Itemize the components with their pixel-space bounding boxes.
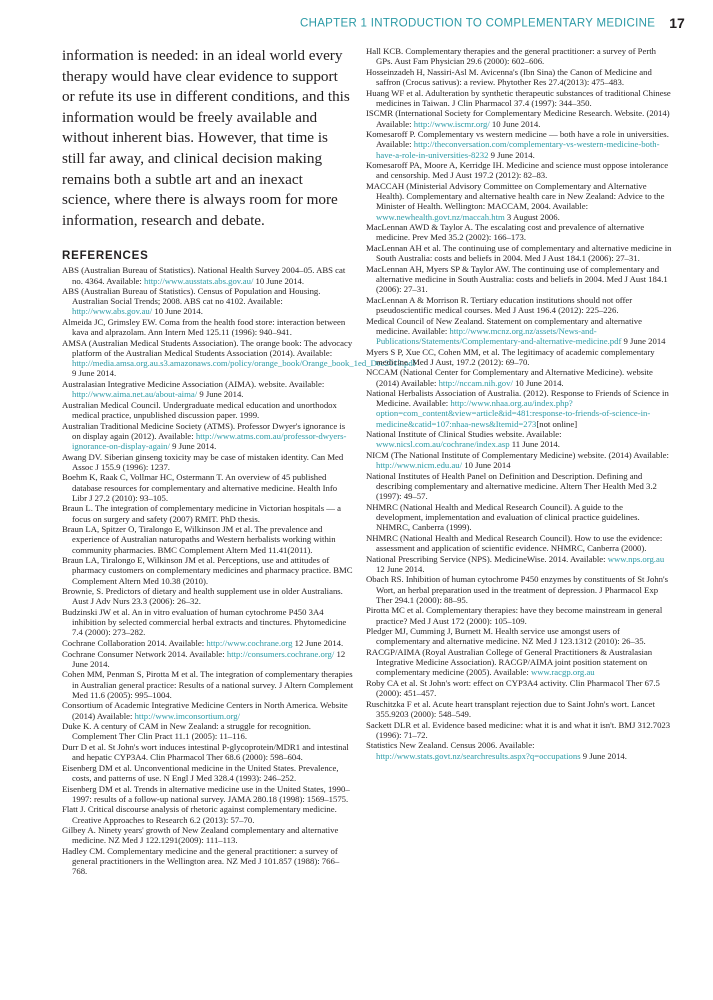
- left-column: [62, 46, 416, 996]
- reference-text-end: 12 June 2014.: [292, 637, 344, 648]
- reference-text: Cochrane Consumer Network 2014. Available:: [62, 648, 227, 659]
- reference-entry: [366, 429, 672, 449]
- reference-text: Budzinski JW et al. An in vitro evaluation of human cytochrome P450 3A4 inhibition by selected commercial herbal extracts and tinctures. Phytomedicine 7.4 (2000): 273–282.: [62, 607, 347, 638]
- reference-entry: [366, 264, 672, 294]
- reference-list-right: [366, 46, 672, 761]
- reference-text: NHMRC (National Health and Medical Research Council). A guide to the development, implementation and evaluation of clinical practice guidelines. NHMRC, Canberra (1999).: [366, 501, 640, 533]
- reference-text-end: 10 June 2014.: [512, 377, 564, 388]
- reference-text-end: 9 June 2014.: [488, 149, 535, 160]
- reference-entry: [62, 763, 354, 783]
- reference-entry: [366, 533, 672, 553]
- reference-link[interactable]: www.nicsl.com.au/cochrane/index.asp: [376, 439, 510, 450]
- reference-entry: [366, 388, 672, 429]
- reference-text: Komesaroff P. Complementary vs western medicine — both have a role in universities. Available:: [366, 129, 669, 150]
- chapter-title: CHAPTER 1 INTRODUCTION TO COMPLEMENTARY MEDICINE: [300, 17, 656, 30]
- reference-link[interactable]: http://nccam.nih.gov/: [438, 377, 513, 388]
- reference-text: ABS (Australian Bureau of Statistics). National Health Survey 2004–05. ABS cat no. 4364. Available:: [62, 265, 346, 286]
- reference-text: Sackett DLR et al. Evidence based medicine: what it is and what it isn't. BMJ 312.7023 (1996): 71–72.: [366, 719, 671, 740]
- reference-text: Duke K. A century of CAM in New Zealand: a struggle for recognition. Complement Ther Clin Pract 11.1 (2005): 11–116.: [62, 721, 311, 742]
- reference-entry: [62, 742, 354, 762]
- reference-text: MacLennan A & Morrison R. Tertiary education institutions should not offer pseudoscientific medical courses. Med J Aust 196.4 (2012): 225–226.: [366, 294, 633, 315]
- reference-link[interactable]: http://www.imconsortium.org/: [134, 710, 241, 721]
- reference-entry: [366, 574, 672, 604]
- reference-link[interactable]: www.newhealth.govt.nz/maccah.htm: [376, 211, 505, 222]
- reference-text: Australasian Integrative Medicine Association (AIMA). website. Available:: [62, 379, 325, 390]
- reference-link[interactable]: http://theconversation.com/complementary-vs-western-medicine-both-have-a-role-in-universities-8232: [376, 139, 660, 160]
- reference-text: Obach RS. Inhibition of human cytochrome P450 enzymes by constituents of St John's Wort, an herbal preparation used in the treatment of depression. J Pharmacol Exp Ther 294.1 (2000): 88–95.: [366, 574, 668, 605]
- reference-text: Awang DV. Siberian ginseng toxicity may be case of mistaken identity. Can Med Assoc J 155.9 (1996): 1237.: [62, 451, 344, 472]
- reference-text: AMSA (Australian Medical Students Association). The orange book: The advocacy platform of the Australian Medical Students Association (2014). Available:: [62, 337, 353, 359]
- reference-text-end: 10 June 2014: [462, 460, 511, 471]
- reference-text: Gilbey A. Ninety years' growth of New Zealand complementary and alternative medicine. NZ Med J 122.1291(2009): 111–113.: [62, 825, 339, 846]
- reference-text-end: 9 June 2014.: [580, 750, 627, 761]
- reference-text: Durr D et al. St John's wort induces intestinal P-glycoprotein/MDR1 and intestinal and hepatic CYP3A4. Clin Pharmacol Ther 68.6 (2000): 598–604.: [62, 742, 349, 763]
- reference-entry: [366, 367, 672, 387]
- reference-text-end: 11 June 2014.: [509, 439, 560, 450]
- reference-text: Flatt J. Critical discourse analysis of rhetoric against complementary medicine. Creative Approaches to Research 6.2 (2013): 57–70.: [62, 804, 337, 825]
- reference-text: Eisenberg DM et al. Unconventional medicine in the United States. Prevalence, costs, and patterns of use. N Engl J Med 328.4 (1993): 246–252.: [62, 762, 339, 783]
- reference-entry: [62, 846, 354, 876]
- reference-text: Komesaroff PA, Moore A, Kerridge IH. Medicine and science must oppose intolerance and censorship. Med J Aust 197.2 (2012): 82–83.: [366, 160, 669, 181]
- right-column: [366, 46, 672, 996]
- reference-text: MacLennan AWD & Taylor A. The escalating cost and prevalence of alternative medicine. Prev Med 35.2 (2002): 166–173.: [366, 222, 645, 243]
- reference-text: Hall KCB. Complementary therapies and the general practitioner: a survey of Perth GPs. Aust Fam Physician 29.6 (2000): 602–606.: [366, 46, 656, 67]
- reference-entry: [366, 720, 672, 740]
- reference-link[interactable]: http://www.nicm.edu.au/: [376, 460, 463, 471]
- reference-text-end: 10 June 2014.: [152, 306, 203, 317]
- reference-link[interactable]: http://www.iscmr.org/: [413, 118, 490, 129]
- reference-entry: [366, 347, 672, 367]
- reference-text: Myers S P, Xue CC, Cohen MM, et al. The legitimacy of academic complementary medicine. Med J Aust, 197.2 (2012): 69–70.: [366, 346, 655, 367]
- reference-entry: [62, 638, 354, 648]
- reference-entry: [62, 721, 354, 741]
- reference-text: National Herbalists Association of Australia. (2012). Response to Friends of Science in Medicine. Available:: [366, 388, 669, 409]
- reference-text: Eisenberg DM et al. Trends in alternative medicine use in the United States, 1990–1997: results of a follow-up national survey. JAMA 280.18 (1998): 1569–1575.: [62, 783, 350, 804]
- reference-entry: [366, 699, 672, 719]
- reference-text-end: 12 June 2014.: [376, 563, 425, 574]
- reference-entry: [366, 740, 672, 760]
- reference-text-end: 9 June 2014.: [197, 389, 244, 400]
- reference-text: Medical Council of New Zealand. Statement on complementary and alternative medicine. Available:: [366, 315, 642, 336]
- reference-entry: [62, 472, 354, 502]
- reference-text: Australian Medical Council. Undergraduate medical education and unorthodox medical practice, unpublished discussion paper. 1999.: [62, 399, 337, 421]
- reference-text: NICM (The National Institute of Complementary Medicine) website. (2014) Available:: [366, 450, 669, 461]
- reference-entry: [366, 647, 672, 677]
- reference-text: Pirotta MC et al. Complementary therapies: have they become mainstream in general practice? Med J Aust 172 (2000): 105–109.: [366, 605, 663, 626]
- reference-text: Cochrane Collaboration 2014. Available:: [62, 637, 207, 648]
- reference-text: Hadley CM. Complementary medicine and the general practitioner: a survey of general practitioners in the Wellington area. NZ Med J 101.857 (1988): 766–768.: [62, 846, 340, 877]
- reference-link[interactable]: http://www.cochrane.org: [206, 637, 293, 648]
- reference-entry: [366, 316, 672, 346]
- reference-text-end: [not online]: [536, 418, 578, 429]
- reference-text: Braun LA, Spitzer O, Tiralongo E, Wilkinson JM et al. The prevalence and experience of Australian naturopaths and Western herbalists working within community pharmacies. BMC Complement Altern Med 11.41(2011).: [62, 524, 336, 555]
- reference-text: Roby CA et al. St John's wort: effect on CYP3A4 activity. Clin Pharmacol Ther 67.5 (2000): 451–457.: [366, 678, 660, 699]
- reference-text: Statistics New Zealand. Census 2006. Available:: [366, 740, 535, 751]
- reference-link[interactable]: http://www.atms.com.au/professor-dwyers-ignorance-on-display-again/: [72, 430, 347, 451]
- reference-text: Consortium of Academic Integrative Medicine Centers in North America. Website (2014) Available:: [62, 700, 348, 721]
- reference-entry: [366, 67, 672, 87]
- reference-entry: [366, 181, 672, 222]
- reference-text: National Prescribing Service (NPS). MedicineWise. 2014. Available:: [366, 553, 608, 564]
- reference-text-end: 9 June 2014.: [72, 368, 117, 379]
- reference-text: Pledger MJ, Cumming J, Burnett M. Health service use amongst users of complementary and alternative medicine. NZ Med J 123.1312 (2010): 26–35.: [366, 626, 646, 647]
- reference-text: Brownie, S. Predictors of dietary and health supplement use in older Australians. Aust J Adv Nurs 23.3 (2006): 26–32.: [62, 586, 343, 607]
- reference-entry: [366, 502, 672, 532]
- reference-link[interactable]: http://www.abs.gov.au/: [72, 306, 153, 317]
- reference-entry: [62, 379, 354, 399]
- reference-entry: [62, 400, 354, 420]
- reference-text: ISCMR (International Society for Complementary Medicine Research. Website. (2014) Available:: [366, 108, 670, 129]
- reference-entry: [62, 421, 354, 451]
- reference-text: National Institute of Clinical Studies website. Available:: [366, 429, 562, 440]
- reference-entry: [62, 784, 354, 804]
- reference-entry: [366, 88, 672, 108]
- reference-text-end: 12 June 2014.: [72, 648, 346, 669]
- reference-link[interactable]: http://consumers.cochrane.org/: [226, 648, 335, 659]
- reference-text: Hosseinzadeh H, Nassiri-Asl M. Avicenna's (Ibn Sina) the Canon of Medicine and saffron (Crocus sativus): a review. Phytother Res 27.4(2013): 475–483.: [366, 66, 652, 87]
- reference-entry: [62, 503, 354, 523]
- reference-entry: [366, 129, 672, 159]
- reference-text: NHMRC (National Health and Medical Research Council). How to use the evidence: assessment and application of scientific evidence. NHMRC, Canberra (2000).: [366, 532, 663, 553]
- reference-entry: [62, 286, 354, 316]
- reference-link[interactable]: http://www.stats.govt.nz/searchresults.aspx?q=occupations: [376, 750, 581, 761]
- reference-entry: [62, 524, 354, 554]
- reference-entry: [62, 586, 354, 606]
- reference-text: Almeida JC, Grimsley EW. Coma from the health food store: interaction between kava and alprazolam. Ann Intern Med 125.11 (1996): 940–941.: [62, 317, 346, 338]
- reference-text: Braun L. The integration of complementary medicine in Victorian hospitals — a focus on surgery and safety (2007) RMIT. PhD thesis.: [62, 503, 342, 524]
- reference-link[interactable]: http://www.mcnz.org.nz/assets/News-and-Publications/Statements/Complementary-and-alternative-medicine.pdf: [376, 325, 622, 346]
- reference-link[interactable]: http://www.aima.net.au/about-aima/: [72, 389, 198, 400]
- reference-entry: [366, 160, 672, 180]
- reference-entry: [62, 607, 354, 637]
- reference-entry: [366, 471, 672, 501]
- reference-text-end: 9 June 2014.: [169, 441, 217, 451]
- reference-entry: [62, 669, 354, 699]
- running-header: [300, 14, 685, 34]
- reference-link[interactable]: http://www.ausstats.abs.gov.au/: [143, 275, 254, 286]
- reference-entry: [62, 317, 354, 337]
- reference-text-end: 3 August 2006.: [504, 211, 560, 222]
- reference-text: NCCAM (National Center for Complementary and Alternative Medicine). website (2014) Available:: [366, 367, 653, 388]
- reference-entry: [62, 700, 354, 720]
- reference-link[interactable]: www.racgp.org.au: [530, 667, 595, 678]
- reference-entry: [62, 452, 354, 472]
- reference-entry: [62, 804, 354, 824]
- reference-text: RACGP/AIMA (Royal Australian College of General Practitioners & Australasian Integrative Medicine Association). RACGP/AIMA joint position statement on complementary medicine (2005). Available:: [366, 647, 653, 678]
- reference-entry: [366, 678, 672, 698]
- reference-text: Australian Traditional Medicine Society (ATMS). Professor Dwyer's ignorance is on display again (2012). Available:: [62, 420, 346, 441]
- reference-entry: [366, 46, 672, 66]
- reference-text: Braun LA, Tiralongo E, Wilkinson JM et al. Perceptions, use and attitudes of pharmacy customers on complementary medicines and pharmacy practice. BMC Complement Altern Med 10.38 (2010).: [62, 555, 353, 586]
- reference-entry: [366, 450, 672, 470]
- reference-text-end: 10 June 2014.: [489, 118, 541, 129]
- reference-list-left: [62, 265, 416, 877]
- reference-text: MACCAH (Ministerial Advisory Committee on Complementary and Alternative Health). Complementary and alternative health care in New Zealand: Advice to the Minister of Health. Wellington: MACCAM, 2004. Available:: [366, 181, 665, 212]
- reference-entry: [62, 265, 354, 285]
- reference-text: National Institutes of Health Panel on Definition and Description. Defining and describing complementary and alternative medicine. Altern Ther Health Med 3.2 (1997): 49–57.: [366, 470, 657, 502]
- reference-entry: [366, 626, 672, 646]
- reference-entry: [366, 605, 672, 625]
- reference-text: Ruschitzka F et al. Acute heart transplant rejection due to Saint John's wort. Lancet 355.9203 (2000): 548–549.: [366, 698, 655, 719]
- reference-link[interactable]: www.nps.org.au: [607, 553, 665, 564]
- reference-text: ABS (Australian Bureau of Statistics). Census of Population and Housing. Australian Social Trends; 2008. ABS cat no 4102. Available:: [62, 286, 321, 307]
- reference-link[interactable]: http://media.amsa.org.au.s3.amazonaws.com/policy/orange_book/Orange_book_1ed_Dec2013.pdf: [72, 358, 416, 369]
- reference-text-end: 9 June 2014: [621, 335, 666, 346]
- reference-entry: [62, 649, 354, 669]
- reference-text: MacLennan AH, Myers SP & Taylor AW. The continuing use of complementary and alternative medicine in South Australia: costs and beliefs in 2004. Med J Aust 184.1 (2006): 27–31.: [366, 263, 668, 295]
- reference-entry: [366, 554, 672, 574]
- reference-text-end: 10 June 2014.: [253, 275, 305, 286]
- reference-link[interactable]: http://www.nhaa.org.au/index.php?option=com_content&view=article&id=481:response-to-friends-of-science-in-medicine&catid=107:nhaa-news&Itemid=273: [376, 398, 651, 429]
- reference-text: MacLennan AH et al. The continuing use of complementary and alternative medicine in South Australia: costs and beliefs in 2004. Med J Aust 184.1 (2006): 27–31.: [366, 242, 672, 264]
- reference-text: Huang WF et al. Adulteration by synthetic therapeutic substances of traditional Chinese medicines in Taiwan. J Clin Pharmacol 37.4 (1997): 344–350.: [366, 87, 671, 108]
- reference-entry: [62, 337, 416, 379]
- references-heading: REFERENCES: [62, 250, 149, 263]
- reference-text: Boehm K, Raak C, Vollmar HC, Ostermann T. An overview of 45 published database resources for complementary and alternative medicine. Health Info Libr J 27.2 (2010): 93–105.: [62, 472, 338, 503]
- reference-entry: [62, 555, 354, 585]
- page-number: 17: [669, 15, 685, 32]
- reference-entry: [366, 222, 672, 242]
- reference-entry: [366, 243, 672, 263]
- reference-entry: [366, 295, 672, 315]
- reference-entry: [366, 108, 672, 128]
- reference-text: Cohen MM, Penman S, Pirotta M et al. The integration of complementary therapies in Australian general practice: Results of a national survey. J Altern Complement Med 11.6 (2005): 995–1004.: [62, 669, 354, 700]
- intro-paragraph: information is needed: in an ideal world every therapy would have clear evidence to support or refute its use in different conditions, and this information would be freely available and without inherent bias. However, that time is still far away, and clinical decision making remains both a subtle art and an inexact science, where there is always room for more information, research and debate.: [62, 47, 350, 229]
- reference-entry: [62, 825, 354, 845]
